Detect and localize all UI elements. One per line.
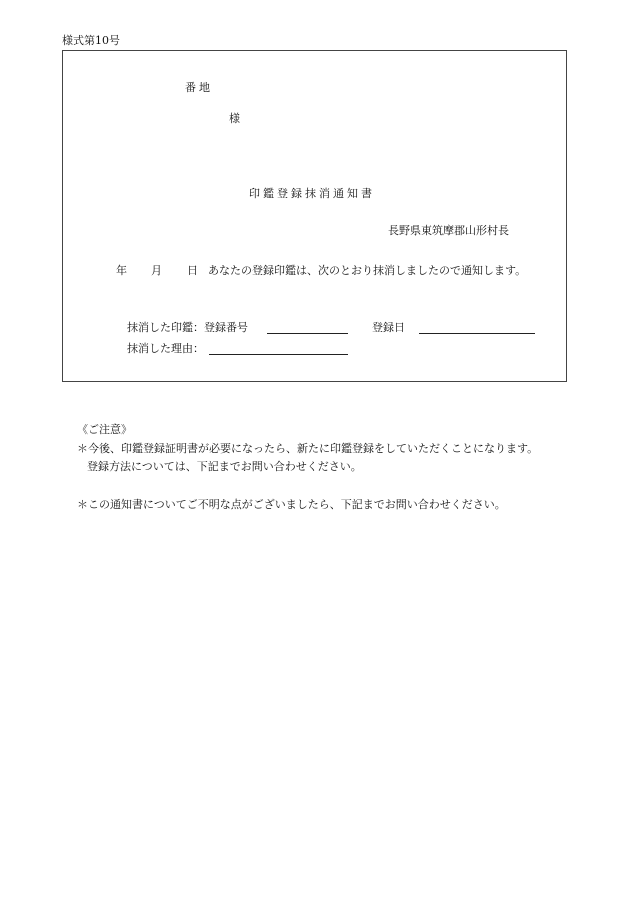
seal-number-blank — [267, 333, 348, 334]
notice-message: あなたの登録印鑑は、次のとおり抹消しましたので通知します。 — [208, 264, 527, 277]
issuer-name: 長野県東筑摩郡山形村長 — [388, 224, 509, 237]
note1-line1: ＊今後、印鑑登録証明書が必要になったら、新たに印鑑登録をしていただくことになります。 — [77, 442, 539, 455]
notes-heading: 《ご注意》 — [77, 423, 132, 436]
honorific: 様 — [229, 112, 240, 125]
reason-label: 抹消した理由： — [127, 342, 204, 355]
note2: ＊この通知書についてご不明な点がございましたら、下記までお問い合わせください。 — [77, 498, 506, 511]
reg-date-label: 登録日 — [372, 321, 405, 334]
address-label: 番地 — [185, 81, 213, 94]
date-day: 日 — [187, 264, 198, 277]
reg-date-blank — [419, 333, 535, 334]
form-number: 様式第10号 — [62, 34, 120, 47]
document-title: 印鑑登録抹消通知書 — [249, 187, 375, 200]
reason-blank — [209, 354, 348, 355]
date-year: 年 — [116, 264, 127, 277]
note1-line2: 登録方法については、下記までお問い合わせください。 — [87, 460, 362, 473]
seal-number-label: 抹消した印鑑：登録番号 — [127, 321, 248, 334]
date-month: 月 — [151, 264, 162, 277]
